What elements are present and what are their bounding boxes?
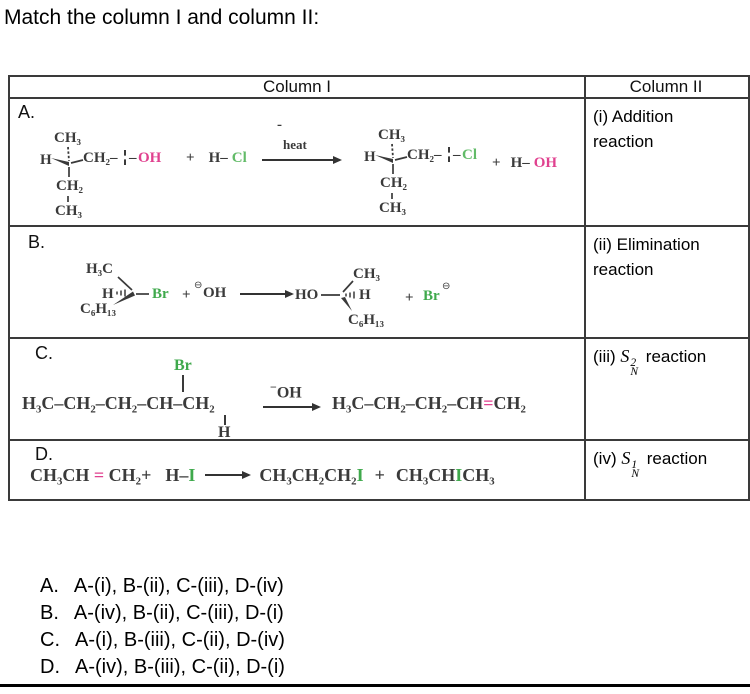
- item-number: (iv): [593, 449, 622, 468]
- iodine-atom: I: [455, 465, 463, 485]
- column-ii-header: Column II: [629, 77, 703, 96]
- c6h13-group: C₆H₁₃: [80, 301, 116, 317]
- h-hashed: H: [359, 287, 371, 303]
- row-b-column-ii-cell: [586, 227, 746, 337]
- match-table: [8, 75, 750, 501]
- row-d-column-i-cell: [10, 441, 586, 499]
- match-ii-text: (ii) Elimination reaction: [593, 235, 700, 279]
- ch3-top: CH₃: [378, 127, 405, 143]
- row-a-product-structure: [362, 127, 512, 223]
- hydroxide-label: [270, 381, 302, 402]
- match-iii-text: [586, 339, 746, 377]
- option-label: C.: [40, 629, 60, 651]
- row-c-column-i-cell: [10, 339, 586, 439]
- page-title: Match the column I and column II:: [4, 6, 320, 29]
- table-header-row: [10, 77, 748, 97]
- sn-symbol: S: [620, 346, 630, 366]
- sn-sub-sup: [631, 461, 639, 479]
- ch2-group: CH₂+: [104, 465, 152, 485]
- answer-options: [40, 573, 285, 681]
- minus-circle-icon: ⊖: [442, 281, 451, 292]
- reaction-arrow: [262, 159, 340, 161]
- reactant-chain: H₃C–CH₂–CH₂–CH–CH₂: [22, 393, 215, 413]
- reaction-word: reaction: [642, 449, 708, 468]
- row-a-column-i-cell: [10, 99, 586, 225]
- hydroxide-oh: OH: [203, 285, 227, 301]
- chain-part: H₃C–CH₂–CH₂–CH: [332, 393, 484, 413]
- option-c[interactable]: [40, 627, 285, 654]
- table-row-c: [10, 337, 748, 439]
- option-b[interactable]: [40, 600, 285, 627]
- ch2-right: CH₂–: [407, 147, 442, 163]
- cl-atom: Cl: [462, 147, 477, 163]
- bottom-divider: [0, 684, 750, 687]
- option-label: D.: [40, 656, 60, 678]
- h3c-group: H₃C: [86, 261, 113, 277]
- reaction-arrow: [240, 293, 292, 295]
- sn-superscript: 2: [630, 357, 637, 369]
- h-dash: H–: [165, 465, 189, 485]
- row-a-column-ii-cell: [586, 99, 746, 225]
- row-d-column-ii-cell: [586, 441, 746, 499]
- cl-atom: Cl: [231, 150, 247, 166]
- c-br-bond: [182, 375, 184, 392]
- table-row-d: [10, 439, 748, 499]
- iodine-atom: I: [188, 465, 196, 485]
- option-text: A-(iv), B-(iii), C-(ii), D-(i): [75, 656, 285, 678]
- row-c-label: C.: [35, 343, 53, 363]
- row-c-column-ii-cell: [586, 339, 746, 439]
- plus-sign: +: [182, 287, 191, 303]
- sn-subscript: N: [630, 366, 639, 379]
- ch3-part: CH₃: [462, 465, 495, 485]
- bond-break-line: [124, 150, 126, 165]
- oh-text: OH: [276, 384, 302, 402]
- plus-sign: +: [374, 465, 385, 485]
- chain-part: CH₂: [493, 393, 526, 413]
- option-text: A-(i), B-(iii), C-(ii), D-(iv): [75, 629, 285, 651]
- propene: CH₃CH: [30, 465, 94, 485]
- option-text: A-(iv), B-(ii), C-(iii), D-(i): [73, 602, 284, 624]
- option-label: B.: [40, 602, 59, 624]
- c6h13-group: C₆H₁₃: [348, 312, 384, 328]
- option-a[interactable]: [40, 573, 285, 600]
- row-b-label: B.: [28, 232, 46, 252]
- heat-label: heat: [283, 137, 307, 152]
- row-d-label: D.: [35, 444, 53, 464]
- plus-hcl-group: [186, 150, 247, 167]
- plus-sign: +: [186, 150, 195, 166]
- sn-symbol: S: [621, 448, 631, 468]
- sn-subscript: N: [631, 468, 639, 481]
- double-bond: =: [483, 393, 494, 413]
- row-b-reactant-structure: [80, 259, 180, 321]
- reaction-word: reaction: [641, 347, 707, 366]
- ch3-top: CH₃: [54, 130, 81, 146]
- ch3-bottom: CH₃: [379, 200, 406, 216]
- h-left: H: [40, 152, 52, 168]
- row-b-column-i-cell: [10, 227, 586, 337]
- bond-dash: –: [453, 147, 461, 163]
- beta-hydrogen: H: [218, 424, 231, 441]
- row-a-label: A.: [18, 102, 36, 122]
- plus-hoh-group: [492, 155, 557, 172]
- sn-sub-sup: [630, 359, 638, 377]
- plus-sign: +: [405, 290, 414, 306]
- row-d-equation: [30, 466, 495, 486]
- minus-circle-icon: ⊖: [194, 280, 203, 291]
- ch3-bottom: CH₃: [55, 203, 82, 219]
- product-chain: [332, 394, 526, 414]
- table-row-b: [10, 225, 748, 337]
- br-atom: Br: [152, 286, 169, 302]
- row-a-reactant-structure: [38, 130, 188, 226]
- table-row-a: [10, 97, 748, 225]
- isopropyl-part: CH₃CH: [395, 465, 456, 485]
- oh-group: OH: [533, 155, 558, 171]
- minus-sign: −: [270, 380, 277, 394]
- ch2-right: CH₂–: [83, 150, 118, 166]
- ho-group: HO: [295, 287, 319, 303]
- leaving-group-oh: OH: [138, 150, 162, 166]
- h-dash: H–: [510, 155, 530, 171]
- iodine-atom: I: [356, 465, 364, 485]
- br-anion: Br: [423, 288, 440, 304]
- match-i-text: (i) Addition reaction: [593, 107, 674, 151]
- ch3-group: CH₃: [353, 266, 380, 282]
- item-number: (iii): [593, 347, 621, 366]
- propyl-group: CH₃CH₂CH₂: [259, 465, 357, 485]
- ch2-down: CH₂: [380, 175, 407, 191]
- sn-superscript: 1: [631, 459, 638, 471]
- bond-dash: –: [129, 150, 137, 166]
- option-label: A.: [40, 575, 59, 597]
- column-i-header: Column I: [10, 77, 586, 97]
- reaction-arrow: [205, 474, 249, 476]
- match-iv-text: [586, 441, 746, 479]
- row-b-product-structure: [293, 261, 463, 331]
- br-substituent: Br: [174, 357, 192, 374]
- plus-sign: +: [492, 155, 501, 171]
- h-hashed: H: [102, 286, 114, 302]
- h-dash: H–: [208, 150, 228, 166]
- reaction-arrow: [263, 406, 319, 408]
- minus-mark: -: [277, 117, 282, 133]
- double-bond: =: [93, 465, 105, 485]
- option-text: A-(i), B-(ii), C-(iii), D-(iv): [73, 575, 284, 597]
- ch2-down: CH₂: [56, 178, 83, 194]
- bond-break-line: [448, 147, 450, 162]
- option-d[interactable]: [40, 654, 285, 681]
- h-left: H: [364, 149, 376, 165]
